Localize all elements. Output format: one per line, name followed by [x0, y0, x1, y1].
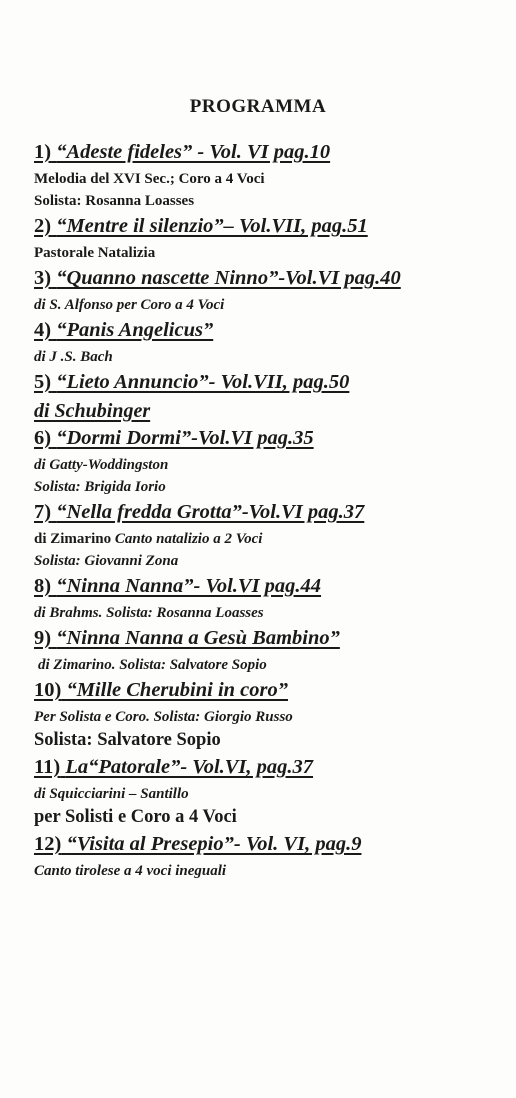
programme-item-10-detail: Per Solista e Coro. Solista: Giorgio Russo: [34, 709, 293, 725]
programme-item-6-heading: 6) “Dormi Dormi”-Vol.VI pag.35: [34, 427, 314, 449]
programme-item-8-detail: di Brahms. Solista: Rosanna Loasses: [34, 605, 264, 621]
programme-item-6-detail: di Gatty-Woddingston: [34, 457, 169, 473]
programme-item-11-heading: 11) La“Patorale”- Vol.VI, pag.37: [34, 756, 314, 778]
programme-item-5-detail: di Schubinger: [34, 400, 151, 422]
programme-item-11-detail: di Squicciarini – Santillo: [34, 786, 189, 802]
programme-item-3-detail: di S. Alfonso per Coro a 4 Voci: [34, 297, 225, 313]
programme-item-7-soloist: Solista: Giovanni Zona: [34, 553, 179, 569]
programme-item-10-heading: 10) “Mille Cherubini in coro”: [34, 679, 289, 701]
programme-item-9-detail: di Zimarino. Solista: Salvatore Sopio: [38, 657, 267, 673]
programme-item-12-detail: Canto tirolese a 4 voci ineguali: [34, 863, 227, 879]
programme-item-3-heading: 3) “Quanno nascette Ninno”-Vol.VI pag.40: [34, 267, 401, 289]
programme-item-8-heading: 8) “Ninna Nanna”- Vol.VI pag.44: [34, 575, 322, 597]
programme-item-2-detail: Pastorale Natalizia: [34, 245, 156, 261]
programme-item-2-heading: 2) “Mentre il silenzio”– Vol.VII, pag.51: [34, 215, 368, 237]
programme-item-7-detail: di Zimarino Canto natalizio a 2 Voci: [34, 531, 263, 547]
programme-item-4-heading: 4) “Panis Angelicus”: [34, 319, 214, 341]
programme-item-12-heading: 12) “Visita al Presepio”- Vol. VI, pag.9: [34, 833, 362, 855]
programme-item-4-detail: di J .S. Bach: [34, 349, 113, 365]
programme-item-5-heading: 5) “Lieto Annuncio”- Vol.VII, pag.50: [34, 371, 350, 393]
programme-item-10-soloist: Solista: Salvatore Sopio: [34, 730, 221, 750]
programme-item-9-heading: 9) “Ninna Nanna a Gesù Bambino”: [34, 627, 340, 649]
page-title: PROGRAMMA: [189, 96, 327, 117]
programme-item-11-performers: per Solisti e Coro a 4 Voci: [34, 807, 237, 827]
programme-item-7-heading: 7) “Nella fredda Grotta”-Vol.VI pag.37: [34, 501, 365, 523]
programme-item-1-heading: 1) “Adeste fideles” - Vol. VI pag.10: [34, 141, 331, 163]
programme-item-1-soloist: Solista: Rosanna Loasses: [34, 193, 195, 209]
programme-item-6-soloist: Solista: Brigida Iorio: [34, 479, 166, 495]
programme-item-1-detail: Melodia del XVI Sec.; Coro a 4 Voci: [34, 171, 265, 187]
programme-list: [34, 142, 496, 882]
